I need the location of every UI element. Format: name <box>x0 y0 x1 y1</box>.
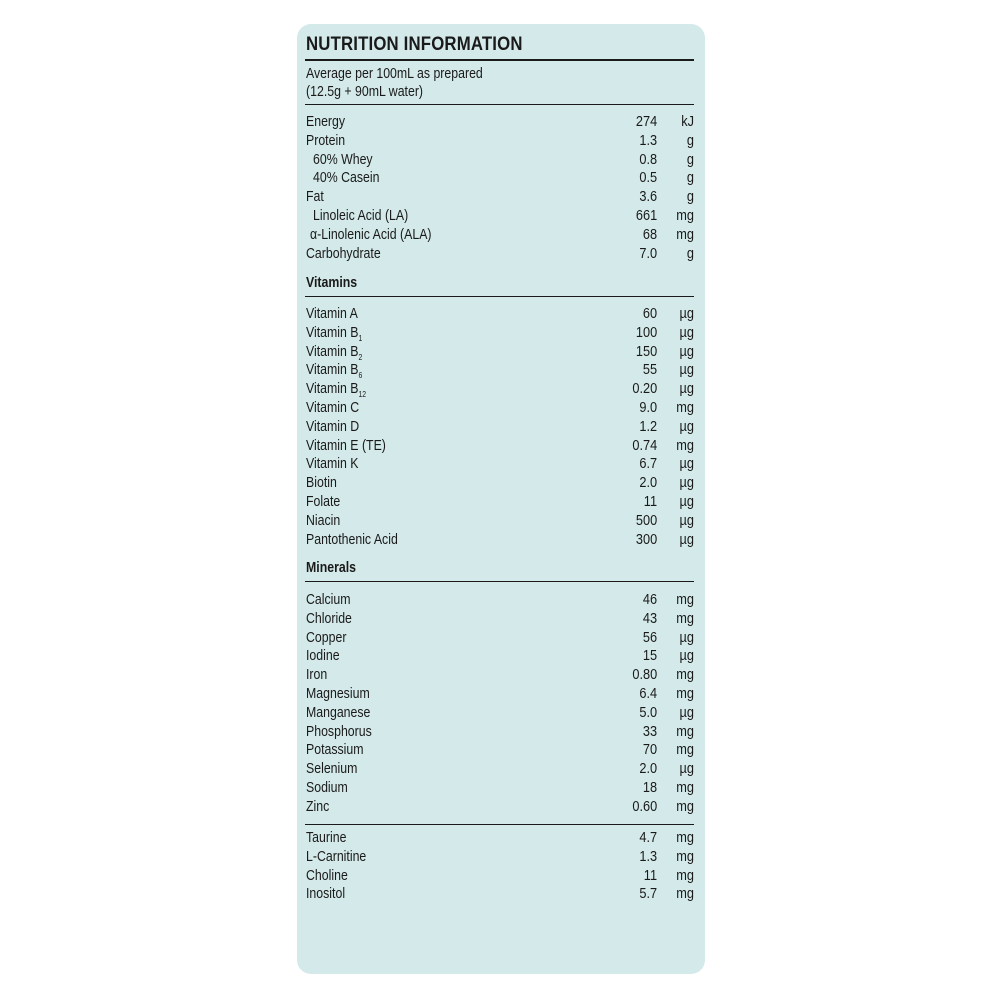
nutrient-value: 661 <box>635 208 657 224</box>
nutrient-name: Choline <box>306 867 348 884</box>
nutrient-value: 0.60 <box>632 798 657 815</box>
nutrient-row <box>305 305 694 324</box>
nutrient-value: 7.0 <box>639 245 657 262</box>
nutrient-value: 500 <box>635 512 657 529</box>
nutrient-name: Biotin <box>306 475 337 492</box>
nutrient-unit: mg <box>676 667 694 684</box>
nutrient-value: 56 <box>642 629 657 646</box>
nutrient-row <box>305 132 694 151</box>
nutrient-row <box>305 324 694 343</box>
nutrient-name: Phosphorus <box>306 723 372 740</box>
divider <box>305 104 694 105</box>
nutrient-name: Vitamin $B_6$ <box>306 362 363 381</box>
nutrient-row <box>305 361 694 380</box>
nutrient-unit: µg <box>679 306 694 322</box>
nutrient-unit: mg <box>676 780 694 796</box>
serving-line-1: Average per 100mL as prepared <box>306 66 483 82</box>
nutrient-unit: µg <box>679 418 694 435</box>
nutrient-name: Fat <box>306 189 324 206</box>
nutrient-name: Vitamin K <box>306 456 359 473</box>
nutrient-row <box>305 399 694 418</box>
nutrient-unit: µg <box>679 761 694 778</box>
nutrient-value: 274 <box>635 114 657 130</box>
nutrient-name: Vitamin $B_2$ <box>306 343 363 362</box>
divider <box>305 581 694 582</box>
nutrient-value: 68 <box>642 226 657 243</box>
nutrient-row <box>305 591 694 610</box>
subscript: 6 <box>358 371 363 381</box>
nutrient-row <box>305 867 694 886</box>
nutrient-row <box>305 685 694 704</box>
nutrient-unit: mg <box>676 592 694 608</box>
nutrient-name: Copper <box>306 629 347 646</box>
nutrient-name: 40% Casein <box>313 170 380 187</box>
divider <box>305 59 694 61</box>
nutrient-value: 0.5 <box>639 170 657 187</box>
nutrient-row <box>305 380 694 399</box>
nutrient-row <box>305 779 694 798</box>
nutrient-row <box>305 207 694 226</box>
nutrient-value: 3.6 <box>639 189 657 206</box>
vitamins-heading: Vitamins <box>306 275 358 291</box>
nutrient-value: 0.74 <box>632 437 657 454</box>
serving-line-2: (12.5g + 90mL water) <box>306 84 424 100</box>
nutrient-name: Calcium <box>306 592 351 608</box>
nutrient-unit: µg <box>679 648 694 665</box>
nutrient-value: 1.2 <box>639 418 657 435</box>
subscript: 1 <box>358 333 363 343</box>
nutrient-unit: µg <box>679 531 694 548</box>
nutrient-value: 5.7 <box>639 886 657 903</box>
nutrient-unit: kJ <box>681 114 694 130</box>
nutrient-value: 0.80 <box>632 667 657 684</box>
nutrient-value: 60 <box>642 306 657 322</box>
nutrient-name: α-Linolenic Acid (ALA) <box>310 226 432 243</box>
nutrient-row <box>305 798 694 817</box>
nutrient-name: Magnesium <box>306 686 370 702</box>
divider <box>305 824 694 825</box>
nutrient-unit: mg <box>676 208 694 224</box>
nutrient-unit: µg <box>679 704 694 721</box>
nutrient-unit: mg <box>676 226 694 243</box>
nutrient-name: Inositol <box>306 886 346 903</box>
nutrient-unit: mg <box>676 400 694 416</box>
nutrient-value: 33 <box>642 723 657 740</box>
nutrient-name: Carbohydrate <box>306 245 381 262</box>
nutrient-row <box>305 151 694 170</box>
nutrient-unit: g <box>686 170 694 187</box>
nutrient-value: 46 <box>642 592 657 608</box>
nutrient-unit: µg <box>679 381 694 398</box>
nutrient-row <box>305 512 694 531</box>
nutrient-row <box>305 647 694 666</box>
nutrient-value: 2.0 <box>639 761 657 778</box>
nutrient-row <box>305 610 694 629</box>
nutrient-name: Linoleic Acid (LA) <box>313 208 409 224</box>
nutrient-unit: g <box>686 245 694 262</box>
nutrient-name: Vitamin C <box>306 400 360 416</box>
nutrient-unit: g <box>686 151 694 168</box>
nutrient-name: L-Carnitine <box>306 848 367 865</box>
nutrition-panel <box>297 24 705 974</box>
divider <box>305 296 694 297</box>
nutrient-row <box>305 418 694 437</box>
nutrient-row <box>305 169 694 188</box>
nutrient-name: Potassium <box>306 742 364 759</box>
nutrient-name: Iron <box>306 667 328 684</box>
nutrient-unit: mg <box>676 867 694 884</box>
nutrient-row <box>305 474 694 493</box>
nutrient-row <box>305 226 694 245</box>
nutrient-name: Niacin <box>306 512 341 529</box>
nutrient-row <box>305 848 694 867</box>
nutrient-name: Manganese <box>306 704 371 721</box>
nutrient-row <box>305 723 694 742</box>
nutrient-unit: g <box>686 189 694 206</box>
subscript: 12 <box>358 390 367 400</box>
nutrient-value: 4.7 <box>639 830 657 846</box>
nutrient-row <box>305 760 694 779</box>
nutrient-name: Iodine <box>306 648 340 665</box>
nutrient-name: Folate <box>306 494 341 510</box>
nutrient-name: Vitamin $B_{12}$ <box>306 381 367 400</box>
nutrient-name: Taurine <box>306 830 347 846</box>
nutrient-name: Selenium <box>306 761 358 778</box>
nutrient-unit: µg <box>679 362 694 379</box>
nutrient-unit: mg <box>676 798 694 815</box>
nutrient-value: 43 <box>642 610 657 627</box>
nutrient-row <box>305 493 694 512</box>
nutrient-value: 55 <box>642 362 657 379</box>
nutrient-value: 5.0 <box>639 704 657 721</box>
nutrient-value: 11 <box>643 494 657 510</box>
nutrient-row <box>305 741 694 760</box>
nutrient-value: 1.3 <box>639 132 657 149</box>
nutrient-value: 15 <box>642 648 657 665</box>
nutrient-row <box>305 829 694 848</box>
nutrient-name: Vitamin E (TE) <box>306 437 386 454</box>
nutrient-row <box>305 343 694 362</box>
nutrient-name: Chloride <box>306 610 352 627</box>
nutrient-name: Protein <box>306 132 346 149</box>
serving-description <box>306 65 483 101</box>
nutrient-row <box>305 629 694 648</box>
nutrient-unit: µg <box>679 324 694 341</box>
nutrient-row <box>305 666 694 685</box>
minerals-heading: Minerals <box>306 560 357 576</box>
nutrient-row <box>305 531 694 550</box>
nutrient-value: 0.8 <box>639 151 657 168</box>
nutrient-unit: µg <box>679 475 694 492</box>
nutrient-value: 18 <box>642 780 657 796</box>
nutrient-unit: mg <box>676 830 694 846</box>
nutrient-unit: g <box>686 132 694 149</box>
nutrient-name: Zinc <box>306 798 330 815</box>
nutrient-value: 6.4 <box>639 686 657 702</box>
nutrient-row <box>305 188 694 207</box>
subscript: 2 <box>358 352 363 362</box>
nutrient-value: 100 <box>635 324 657 341</box>
nutrient-name: Vitamin A <box>306 306 358 322</box>
nutrient-unit: µg <box>679 494 694 510</box>
nutrient-unit: µg <box>679 512 694 529</box>
nutrient-unit: mg <box>676 723 694 740</box>
nutrient-unit: mg <box>676 437 694 454</box>
nutrient-name: Energy <box>306 114 346 130</box>
nutrient-row <box>305 437 694 456</box>
nutrient-name: Sodium <box>306 780 348 796</box>
nutrient-name: 60% Whey <box>313 151 373 168</box>
nutrient-row <box>305 245 694 264</box>
nutrient-unit: mg <box>676 848 694 865</box>
nutrient-value: 11 <box>643 867 657 884</box>
nutrient-row <box>305 113 694 132</box>
nutrient-unit: mg <box>676 742 694 759</box>
nutrient-value: 300 <box>635 531 657 548</box>
nutrient-name: Pantothenic Acid <box>306 531 398 548</box>
nutrient-value: 0.20 <box>632 381 657 398</box>
nutrient-unit: mg <box>676 610 694 627</box>
panel-title: NUTRITION INFORMATION <box>306 33 523 55</box>
nutrient-value: 2.0 <box>639 475 657 492</box>
nutrient-value: 6.7 <box>639 456 657 473</box>
nutrient-name: Vitamin D <box>306 418 360 435</box>
nutrient-value: 70 <box>642 742 657 759</box>
nutrient-unit: mg <box>676 686 694 702</box>
nutrient-unit: µg <box>679 456 694 473</box>
nutrient-row <box>305 704 694 723</box>
nutrient-row <box>305 455 694 474</box>
nutrient-value: 9.0 <box>639 400 657 416</box>
nutrient-unit: µg <box>679 343 694 360</box>
nutrient-name: Vitamin $B_1$ <box>306 324 363 343</box>
nutrient-row <box>305 885 694 904</box>
nutrient-unit: µg <box>679 629 694 646</box>
nutrient-value: 150 <box>635 343 657 360</box>
nutrient-value: 1.3 <box>639 848 657 865</box>
nutrient-unit: mg <box>676 886 694 903</box>
